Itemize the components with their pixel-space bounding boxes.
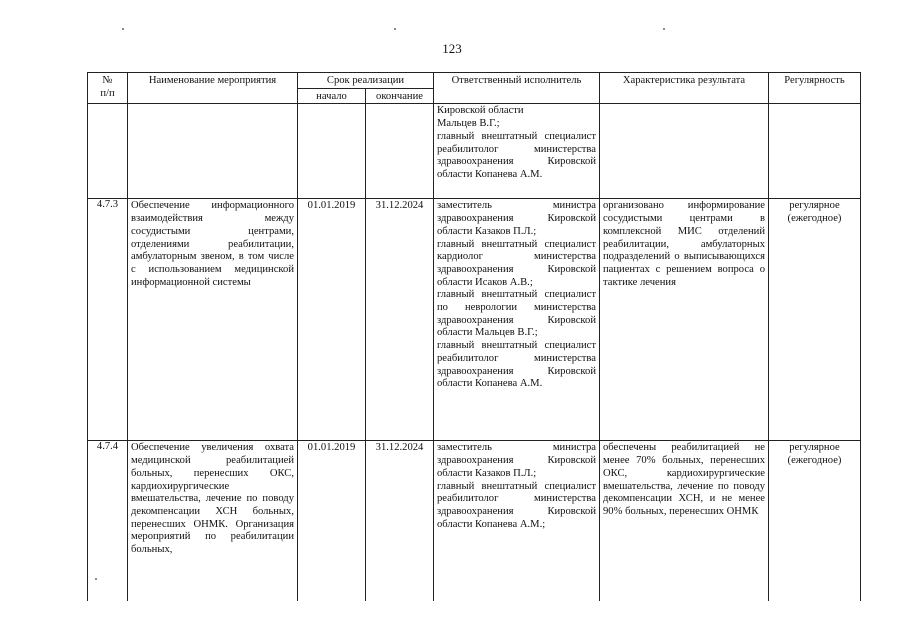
row-result: организовано информирование сосудистыми центрами в комплексной МИС отделений реабилитации, амбулаторных подразделений о выписывающихся пациентах с решением вопроса о тактике лечения xyxy=(600,199,769,441)
row-start: 01.01.2019 xyxy=(298,199,366,441)
executor-entry: заместитель министра здравоохранения Кировской области Казаков П.Л.; xyxy=(437,442,596,479)
row-end: 31.12.2024 xyxy=(366,199,434,441)
executor-entry: Мальцев В.Г.; xyxy=(437,118,500,130)
row-result xyxy=(600,104,769,199)
executor-entry: главный внештатный специалист реабилитолог министерства здравоохранения Кировской области Копанева А.М.; xyxy=(437,480,596,530)
table-row xyxy=(88,104,861,199)
measures-table-container xyxy=(87,72,861,601)
header-regularity: Регулярность xyxy=(769,73,861,104)
row-name: Обеспечение информационного взаимодействия между сосудистыми центрами, отделениями реабилитации, амбулаторным звеном, в том числе с использованием медицинской информационной системы xyxy=(128,199,298,441)
executor-entry: главный внештатный специалист кардиолог министерства здравоохранения Кировской области Исаков А.В.; xyxy=(437,238,596,288)
header-start: начало xyxy=(298,88,366,104)
header-number-label: № xyxy=(102,75,113,86)
page-number: 123 xyxy=(442,41,462,56)
scan-speck xyxy=(122,28,124,30)
row-number: 4.7.4 xyxy=(88,441,128,601)
row-regularity: регулярное (ежегодное) xyxy=(769,441,861,601)
scan-speck xyxy=(663,28,665,30)
executor-entry: заместитель министра здравоохранения Кировской области Казаков П.Л.; xyxy=(437,200,596,237)
row-number xyxy=(88,104,128,199)
header-end: окончание xyxy=(366,88,434,104)
executor-entry: главный внештатный специалист по неврологии министерства здравоохранения Кировской области Мальцев В.Г.; xyxy=(437,289,596,339)
row-result: обеспечены реабилитацией не менее 70% больных, перенесших ОКС, кардиохирургические вмешательства, лечение по поводу декомпенсации ХСН, и не менее 90% больных, перенесших ОНМК xyxy=(600,441,769,601)
table-row xyxy=(88,441,861,601)
header-period: Срок реализации xyxy=(298,73,434,89)
executor-entry: Кировской области xyxy=(437,105,524,117)
header-result: Характеристика результата xyxy=(600,73,769,104)
row-executors xyxy=(434,104,600,199)
row-end: 31.12.2024 xyxy=(366,441,434,601)
row-number: 4.7.3 xyxy=(88,199,128,441)
row-executors xyxy=(434,199,600,441)
row-start xyxy=(298,104,366,199)
row-regularity xyxy=(769,104,861,199)
scan-speck xyxy=(394,28,396,30)
executor-entry: главный внештатный специалист реабилитолог министерства здравоохранения Кировской области Копанева А.М. xyxy=(437,340,596,390)
row-start: 01.01.2019 xyxy=(298,441,366,601)
measures-table xyxy=(87,72,861,601)
row-executors xyxy=(434,441,600,601)
row-end xyxy=(366,104,434,199)
header-executor: Ответственный исполнитель xyxy=(434,73,600,104)
row-name xyxy=(128,104,298,199)
scan-speck xyxy=(95,578,97,580)
table-row xyxy=(88,199,861,441)
executor-entry: главный внештатный специалист реабилитолог министерства здравоохранения Кировской области Копанева А.М. xyxy=(437,130,596,180)
row-regularity: регулярное (ежегодное) xyxy=(769,199,861,441)
header-number-sub: п/п xyxy=(100,87,115,99)
header-name: Наименование мероприятия xyxy=(128,73,298,104)
row-name: Обеспечение увеличения охвата медицинской реабилитацией больных, перенесших ОКС, кардиохирургические вмешательства, лечение по поводу декомпенсации ХСН больных, перенесших ОНМК. Организация мероприятий по реабилитации больных, xyxy=(128,441,298,601)
header-number xyxy=(88,73,128,104)
